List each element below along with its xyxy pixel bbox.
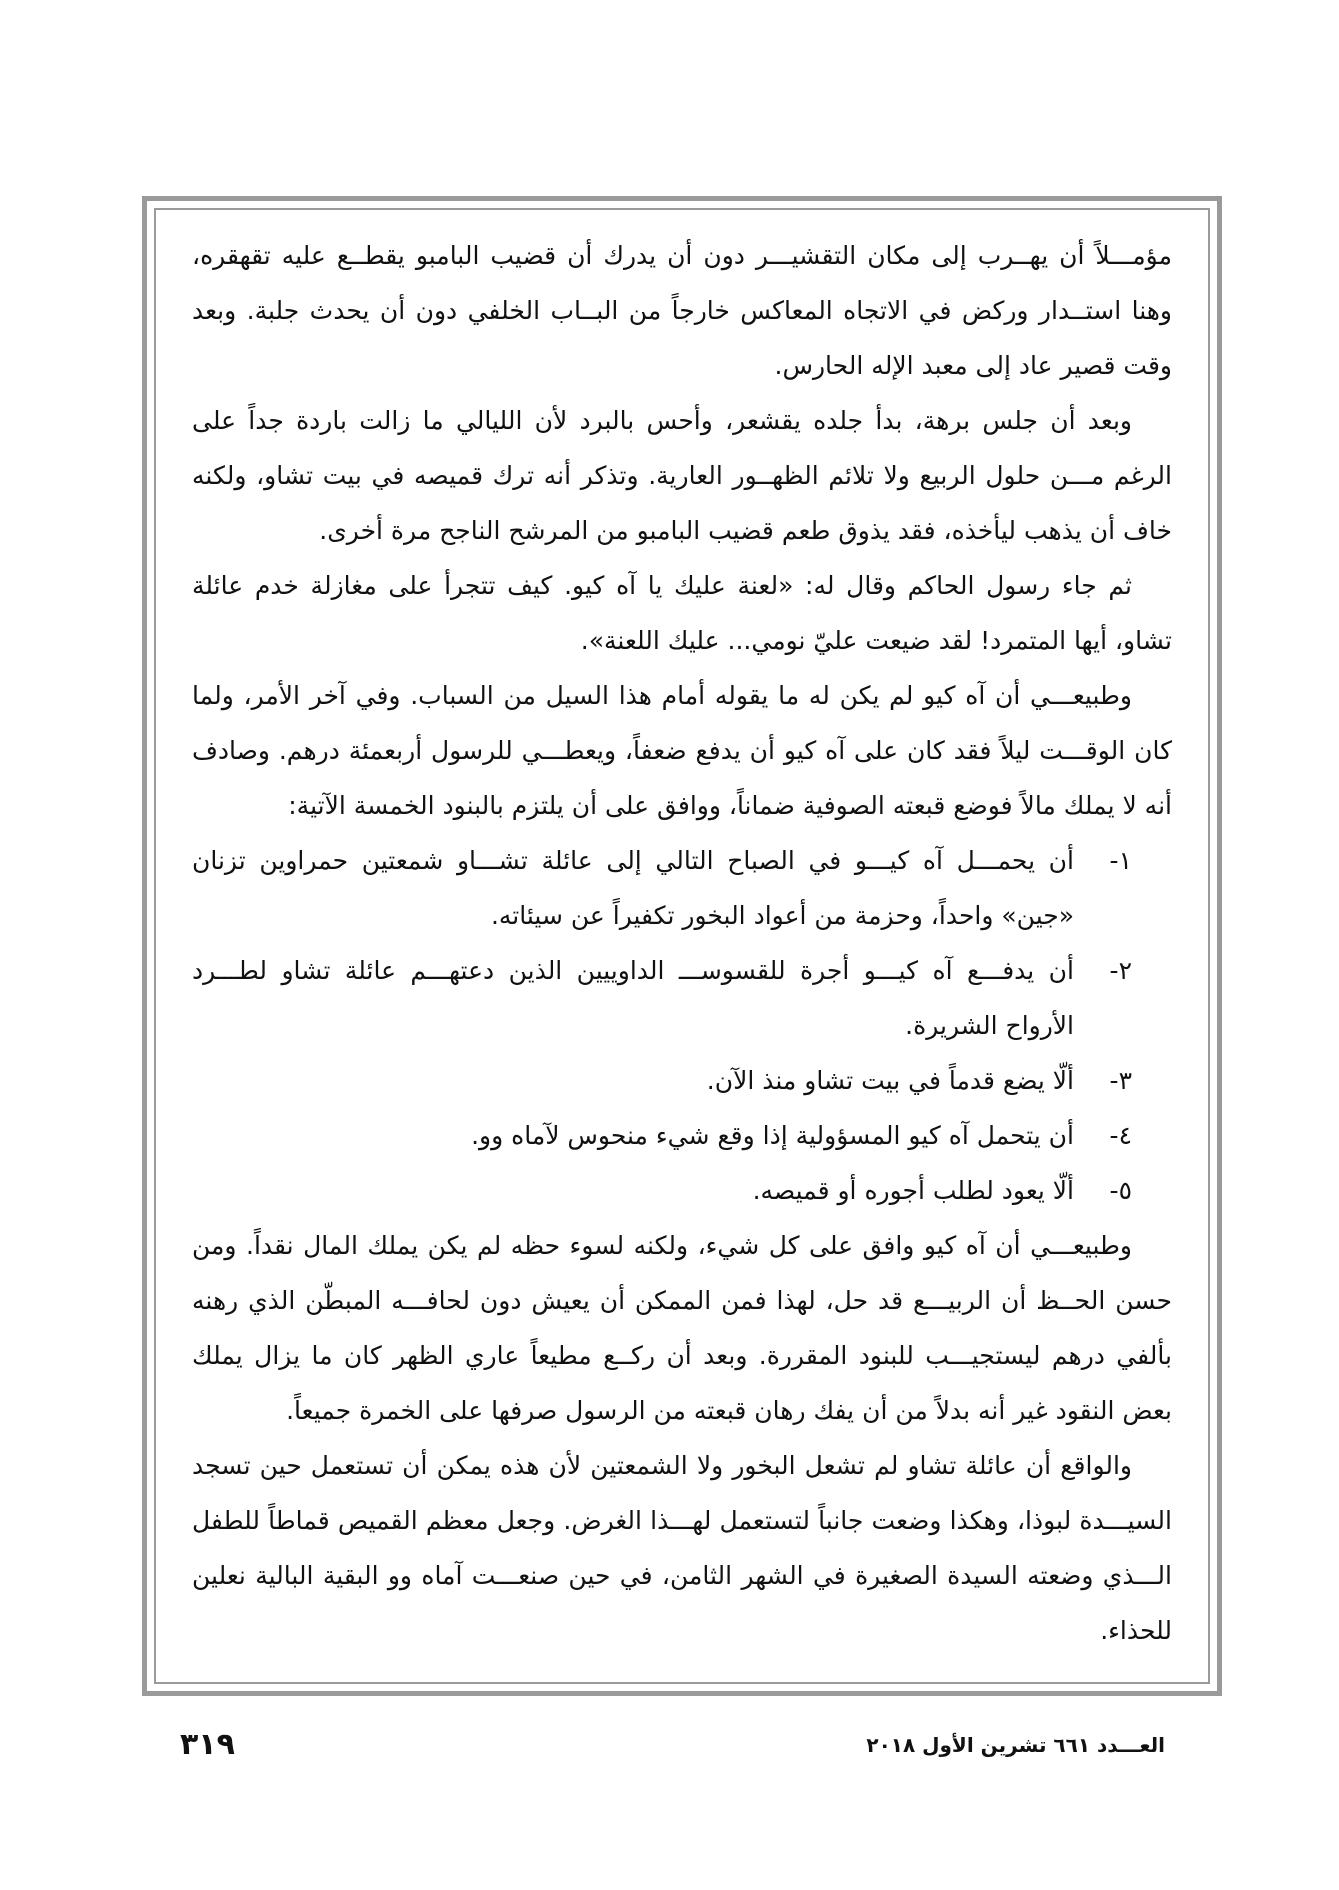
article-body — [192, 228, 1172, 1658]
paragraph: وبعد أن جلس برهة، بدأ جلده يقشعر، وأحس بالبرد لأن الليالي ما زالت باردة جداً على الرغم مـــن حلول الربيع ولا تلائم الظهــور العارية. وتذكر أنه ترك قميصه في بيت تشاو، ولكنه خاف أن يذهب ليأخذه، فقد يذوق طعم قضيب البامبو من المرشح الناجح مرة أخرى. — [192, 406, 1172, 545]
list-item-text: ألّا يعود لطلب أجوره أو قميصه. — [752, 1176, 1074, 1205]
paragraph: وطبيعـــي أن آه كيو لم يكن له ما يقوله أمام هذا السيل من السباب. وفي آخر الأمر، ولما كان الوقـــت ليلاً فقد كان على آه كيو أن يدفع ضعفاً، ويعطـــي للرسول أربعمئة درهم. وصادف أنه لا يملك مالاً فوضع قبعته الصوفية ضماناً، ووافق على أن يلتزم بالبنود الخمسة الآتية: — [192, 681, 1172, 820]
paragraph: مؤمـــلاً أن يهــرب إلى مكان التقشيـــر دون أن يدرك أن قضيب البامبو يقطــع عليه تقهقره، وهنا استــدار وركض في الاتجاه المعاكس خارجاً من البــاب الخلفي دون أن يحدث جلبة. وبعد وقت قصير عاد إلى معبد الإله الحارس. — [192, 241, 1172, 380]
list-item-number: ٣- — [1109, 1066, 1132, 1095]
list-item-number: ١- — [1109, 846, 1132, 875]
page-number: ٣١٩ — [180, 1727, 235, 1762]
list-item — [192, 833, 1172, 943]
list-item-text: ألّا يضع قدماً في بيت تشاو منذ الآن. — [706, 1066, 1074, 1095]
list-item-text: أن يحمـــل آه كيـــو في الصباح التالي إلى عائلة تشـــاو شمعتين حمراوين تزنان «جين» واحداً، وحزمة من أعواد البخور تكفيراً عن سيئاته. — [192, 846, 1074, 930]
list-item-number: ٥- — [1109, 1176, 1132, 1205]
list-item-text: أن يتحمل آه كيو المسؤولية إذا وقع شيء منحوس لآماه وو. — [471, 1121, 1074, 1150]
list-item-number: ٤- — [1109, 1121, 1132, 1150]
list-item-number: ٢- — [1109, 956, 1132, 985]
list-item — [192, 943, 1172, 1053]
list-item — [192, 1053, 1172, 1108]
list-item — [192, 1108, 1172, 1163]
paragraph: وطبيعـــي أن آه كيو وافق على كل شيء، ولكنه لسوء حظه لم يكن يملك المال نقداً. ومن حسن الحــظ أن الربيـــع قد حل، لهذا فمن الممكن أن يعيش دون لحافـــه المبطّن الذي رهنه بألفي درهم ليستجيـــب للبنود المقررة. وبعد أن ركــع مطيعاً عاري الظهر كان ما يزال يملك بعض النقود غير أنه بدلاً من أن يفك رهان قبعته من الرسول صرفها على الخمرة جميعاً. — [192, 1231, 1172, 1425]
list-item — [192, 1163, 1172, 1218]
issue-info: العـــدد ٦٦١ تشرين الأول ٢٠١٨ — [866, 1733, 1165, 1757]
paragraph: ثم جاء رسول الحاكم وقال له: «لعنة عليك يا آه كيو. كيف تتجرأ على مغازلة خدم عائلة تشاو، أيها المتمرد! لقد ضيعت عليّ نومي... عليك اللعنة». — [192, 571, 1172, 655]
paragraph: والواقع أن عائلة تشاو لم تشعل البخور ولا الشمعتين لأن هذه يمكن أن تستعمل حين تسجد السيـــدة لبوذا، وهكذا وضعت جانباً لتستعمل لهـــذا الغرض. وجعل معظم القميص قماطاً للطفل الـــذي وضعته السيدة الصغيرة في الشهر الثامن، في حين صنعـــت آماه وو البقية البالية نعلين للحذاء. — [192, 1451, 1172, 1645]
list-item-text: أن يدفـــع آه كيـــو أجرة للقسوســـ الداوييين الذين دعتهـــم عائلة تشاو لطـــرد الأرواح الشريرة. — [192, 956, 1074, 1040]
